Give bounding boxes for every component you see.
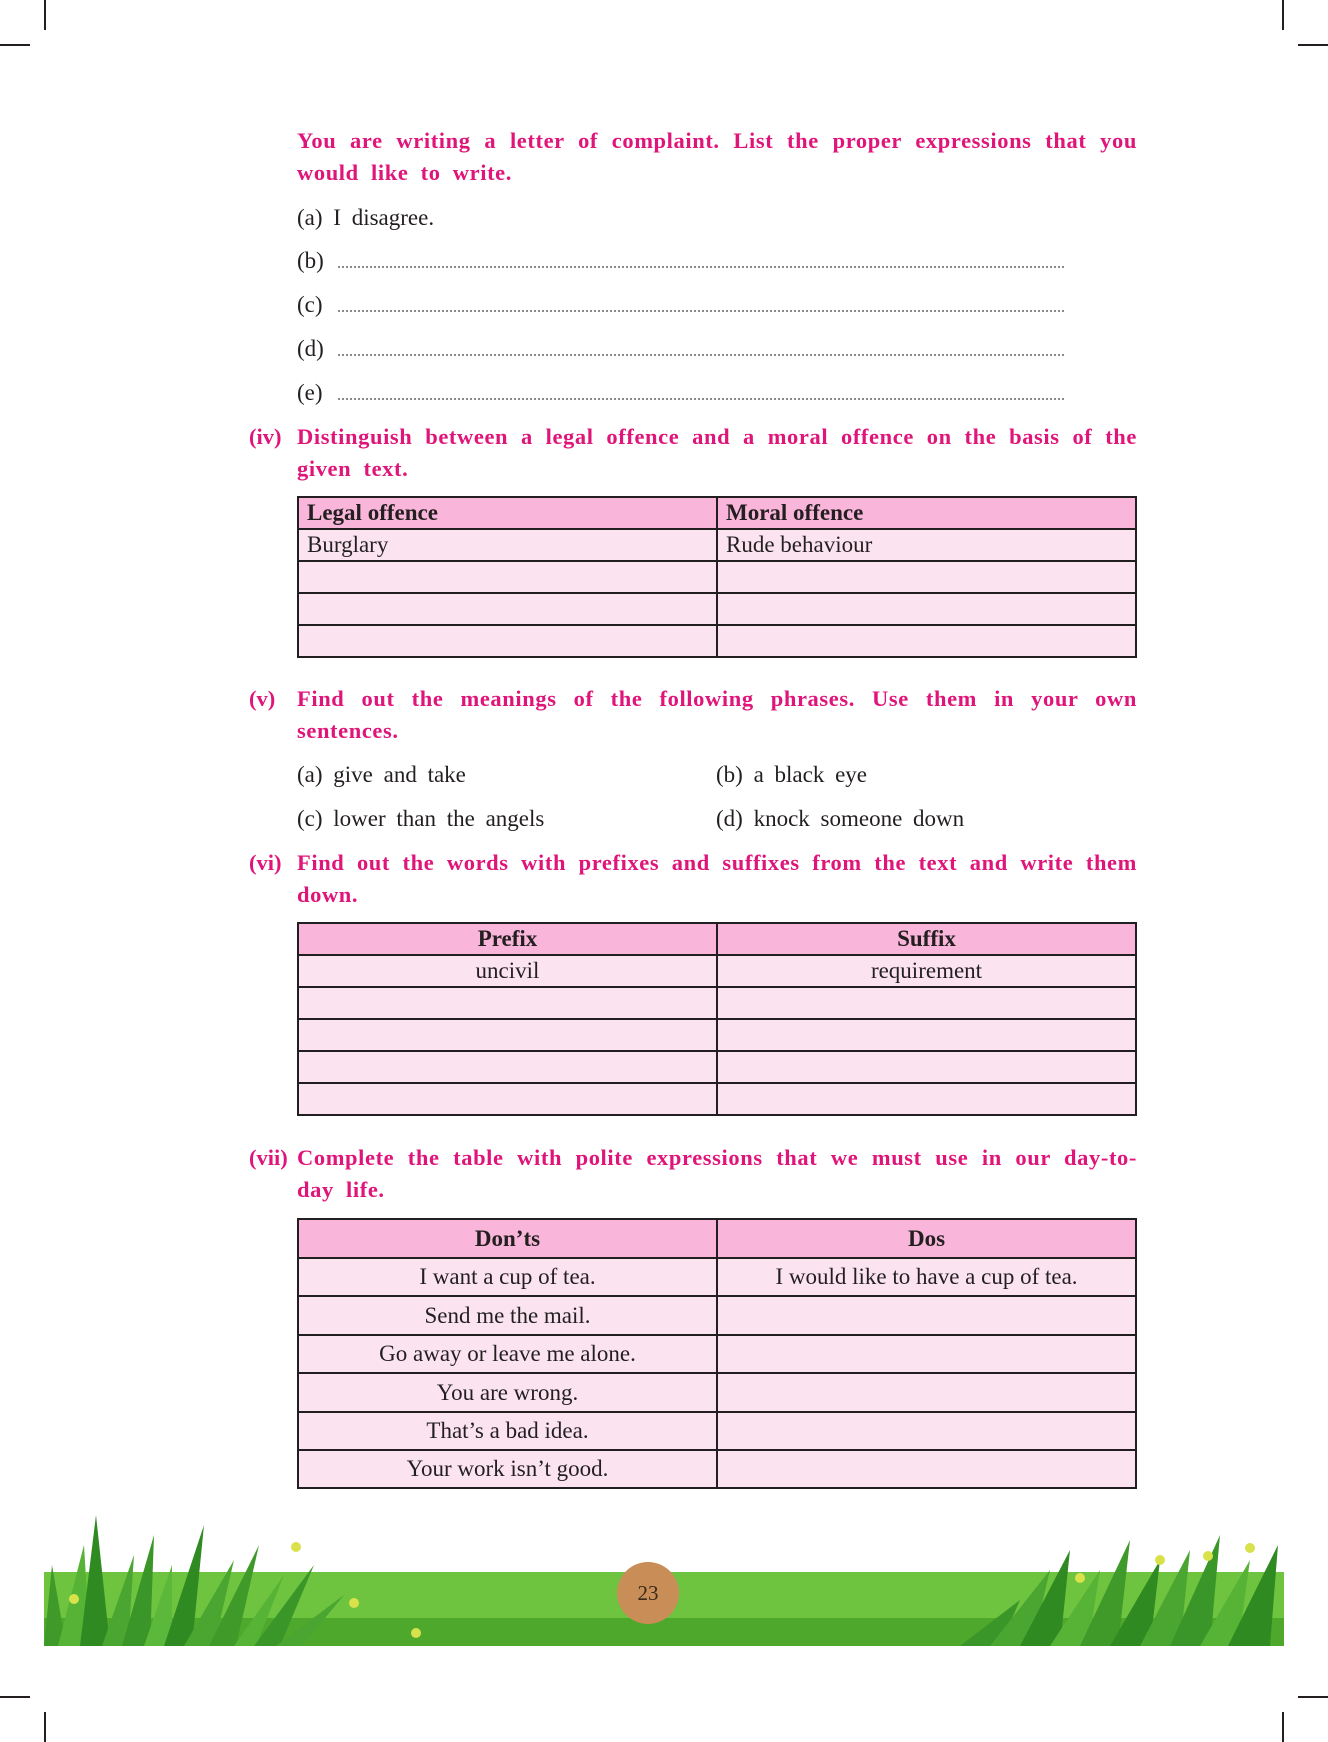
table-row (298, 1296, 1136, 1335)
phrase-c (297, 804, 544, 834)
table-cell: Burglary (298, 529, 717, 561)
table-cell[interactable] (717, 1019, 1136, 1051)
question-vi-number: (vi) (249, 850, 282, 875)
table-cell[interactable] (298, 1019, 717, 1051)
table-row (298, 1019, 1136, 1051)
grass-left-illustration (44, 1505, 424, 1647)
table-cell: Your work isn’t good. (298, 1450, 717, 1488)
grass-right-illustration (960, 1530, 1284, 1647)
phrase-label: (d) (716, 806, 743, 831)
table-cell: I want a cup of tea. (298, 1258, 717, 1296)
table-cell[interactable] (717, 1335, 1136, 1373)
crop-mark (44, 1712, 46, 1742)
table-row (298, 987, 1136, 1019)
phrase-text: lower than the angels (333, 806, 545, 831)
table-cell: Rude behaviour (717, 529, 1136, 561)
offence-table (297, 496, 1137, 658)
crop-mark (1298, 44, 1328, 46)
answer-line[interactable] (338, 354, 1064, 356)
answer-line[interactable] (338, 310, 1064, 312)
table-row (298, 561, 1136, 593)
option-label: (a) (297, 205, 323, 230)
phrase-b (716, 760, 867, 790)
crop-mark (1282, 1712, 1284, 1742)
question-vii-text: Complete the table with polite expressions that we must use in our day-to-day life. (297, 1145, 1137, 1202)
question-v-number: (v) (249, 686, 276, 711)
table-cell: Send me the mail. (298, 1296, 717, 1335)
table-row (298, 1083, 1136, 1115)
answer-line[interactable] (338, 266, 1064, 268)
option-c-label: (c) (297, 292, 323, 317)
phrase-a (297, 760, 466, 790)
table-cell[interactable] (298, 593, 717, 625)
table-cell[interactable] (717, 561, 1136, 593)
phrase-label: (b) (716, 762, 743, 787)
question-vi-text: Find out the words with prefixes and suffixes from the text and write them down. (297, 850, 1137, 907)
question-iv-number: (iv) (249, 424, 282, 449)
table-cell[interactable] (717, 1296, 1136, 1335)
header-suffix: Suffix (717, 923, 1136, 955)
table-cell[interactable] (298, 987, 717, 1019)
table-cell: That’s a bad idea. (298, 1412, 717, 1450)
table-row (298, 1051, 1136, 1083)
question-vii-number: (vii) (249, 1145, 288, 1170)
polite-expressions-table (297, 1218, 1137, 1489)
header-dos: Dos (717, 1219, 1136, 1258)
header-prefix: Prefix (298, 923, 717, 955)
question-v-text: Find out the meanings of the following phrases. Use them in your own sentences. (297, 686, 1137, 743)
option-d-label: (d) (297, 336, 324, 361)
table-row (298, 1258, 1136, 1296)
table-cell[interactable] (717, 987, 1136, 1019)
table-cell: You are wrong. (298, 1373, 717, 1412)
table-row (298, 529, 1136, 561)
table-cell: I would like to have a cup of tea. (717, 1258, 1136, 1296)
option-text: I disagree. (333, 205, 435, 230)
page-number: 23 (617, 1562, 679, 1624)
table-cell[interactable] (298, 1051, 717, 1083)
table-header-row (298, 497, 1136, 529)
prefix-suffix-table (297, 922, 1137, 1116)
option-a (297, 203, 434, 233)
table-row (298, 1450, 1136, 1488)
header-moral-offence: Moral offence (717, 497, 1136, 529)
table-cell[interactable] (717, 625, 1136, 657)
header-donts: Don’ts (298, 1219, 717, 1258)
phrase-text: knock someone down (753, 806, 965, 831)
table-header-row (298, 1219, 1136, 1258)
table-cell: requirement (717, 955, 1136, 987)
table-cell[interactable] (717, 593, 1136, 625)
question-iv-text: Distinguish between a legal offence and a moral offence on the basis of the given text. (297, 424, 1137, 481)
option-b-label: (b) (297, 248, 324, 273)
answer-line[interactable] (338, 398, 1064, 400)
phrase-label: (a) (297, 762, 323, 787)
table-cell: Go away or leave me alone. (298, 1335, 717, 1373)
table-cell[interactable] (298, 561, 717, 593)
crop-mark (1298, 1696, 1328, 1698)
crop-mark (1282, 0, 1284, 30)
table-cell[interactable] (298, 1083, 717, 1115)
crop-mark (0, 44, 30, 46)
table-row (298, 625, 1136, 657)
table-cell[interactable] (717, 1051, 1136, 1083)
table-cell[interactable] (717, 1412, 1136, 1450)
phrase-text: give and take (333, 762, 466, 787)
phrase-d (716, 804, 964, 834)
table-cell: uncivil (298, 955, 717, 987)
question-iii-text: You are writing a letter of complaint. List the proper expressions that you would like to write. (297, 128, 1137, 185)
phrase-text: a black eye (753, 762, 868, 787)
table-row (298, 955, 1136, 987)
table-cell[interactable] (298, 625, 717, 657)
table-row (298, 1412, 1136, 1450)
option-e-label: (e) (297, 380, 323, 405)
crop-mark (0, 1696, 30, 1698)
table-header-row (298, 923, 1136, 955)
table-row (298, 1335, 1136, 1373)
table-cell[interactable] (717, 1083, 1136, 1115)
table-cell[interactable] (717, 1373, 1136, 1412)
table-row (298, 1373, 1136, 1412)
crop-mark (44, 0, 46, 30)
table-cell[interactable] (717, 1450, 1136, 1488)
phrase-label: (c) (297, 806, 323, 831)
header-legal-offence: Legal offence (298, 497, 717, 529)
table-row (298, 593, 1136, 625)
